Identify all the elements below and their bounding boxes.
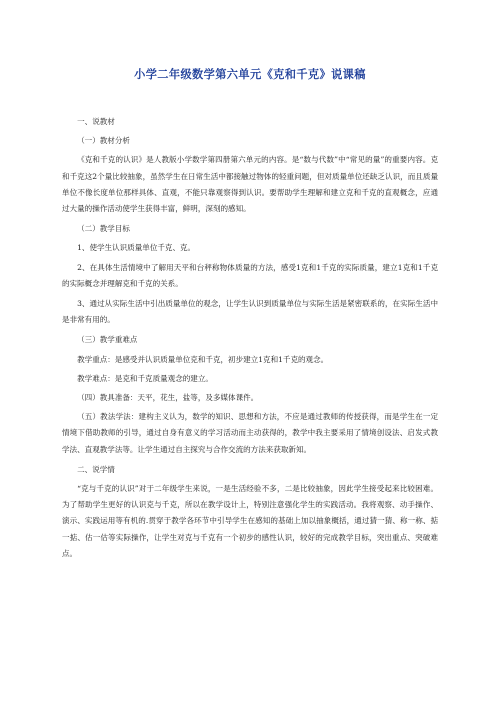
paragraph-teaching-methods: （五）教法学法：建构主义认为，数学的知识、思想和方法，不应是通过教师的传授获得，而是学生在一定情境下借助教师的引导，通过自身有意义的学习活动而主动获得的，教学中我主要采用了情境创设法、启发式教学法、直观教学法等。让学生通过自主探究与合作交流的方法来获取新知。 bbox=[62, 412, 438, 454]
goal-item-3: 3、通过从实际生活中引出质量单位的观念，让学生认识到质量单位与实际生活是紧密联系的，在实际生活中是非常有用的。 bbox=[62, 299, 438, 325]
subheading-teaching-goals: （二）教学目标 bbox=[77, 224, 130, 234]
goal-item-2: 2、在具体生活情境中了解用天平和台秤称物体质量的方法，感受1克和1千克的实际质量，建立1克和1千克的实际概念并理解克和千克的关系。 bbox=[62, 262, 438, 288]
paragraph-textbook-analysis: 《克和千克的认识》是人教版小学数学第四册第六单元的内容。是“数与代数”中“常见的量”的重要内容。克和千克这2个量比较抽象，虽然学生在日常生活中都接触过物体的轻重问题，但对质量单位还缺乏认识，而且质量单位不像长度单位那样具体、直观，不能只靠观察得到认识。要帮助学生理解和建立克和千克的直观概念，应通过大量的操作活动使学生获得丰富，鲜明，深刻的感知。 bbox=[62, 155, 438, 214]
document-title: 小学二年级数学第六单元《克和千克》说课稿 bbox=[134, 67, 366, 81]
section-heading-textbook: 一、说教材 bbox=[77, 117, 115, 126]
paragraph-student-situation: “克与千克的认识”对于二年级学生来说，一是生活经验不多，二是比较抽象，因此学生接受起来比较困难。为了帮助学生更好的认识克与千克，所以在教学设计上，特别注意强化学生的实践活动。我将观察、动手操作、演示、实践运用等有机的.贯穿于教学各环节中引导学生在感知的基础上加以抽象概括，通过猜一猜、称一称、掂一掂、估一估等实际操作，让学生对克与千克有一个初步的感性认识，较好的完成教学目标，突出重点、突破难点。 bbox=[62, 484, 438, 558]
subheading-key-difficult-points: （三）教学重难点 bbox=[77, 335, 138, 345]
section-heading-student-situation: 二、说学情 bbox=[77, 464, 115, 474]
goal-item-1: 1、使学生认识质量单位千克、克。 bbox=[77, 243, 196, 253]
paragraph-key-point: 教学重点：是感受并认识质量单位克和千克，初步建立1克和1千克的观念。 bbox=[77, 354, 329, 364]
paragraph-teaching-aids: （四）教具准备：天平，花生，盐等，及多媒体课件。 bbox=[77, 393, 259, 403]
subheading-textbook-analysis: （一）教材分析 bbox=[77, 136, 130, 146]
paragraph-difficult-point: 教学难点：是克和千克质量观念的建立。 bbox=[77, 373, 213, 383]
